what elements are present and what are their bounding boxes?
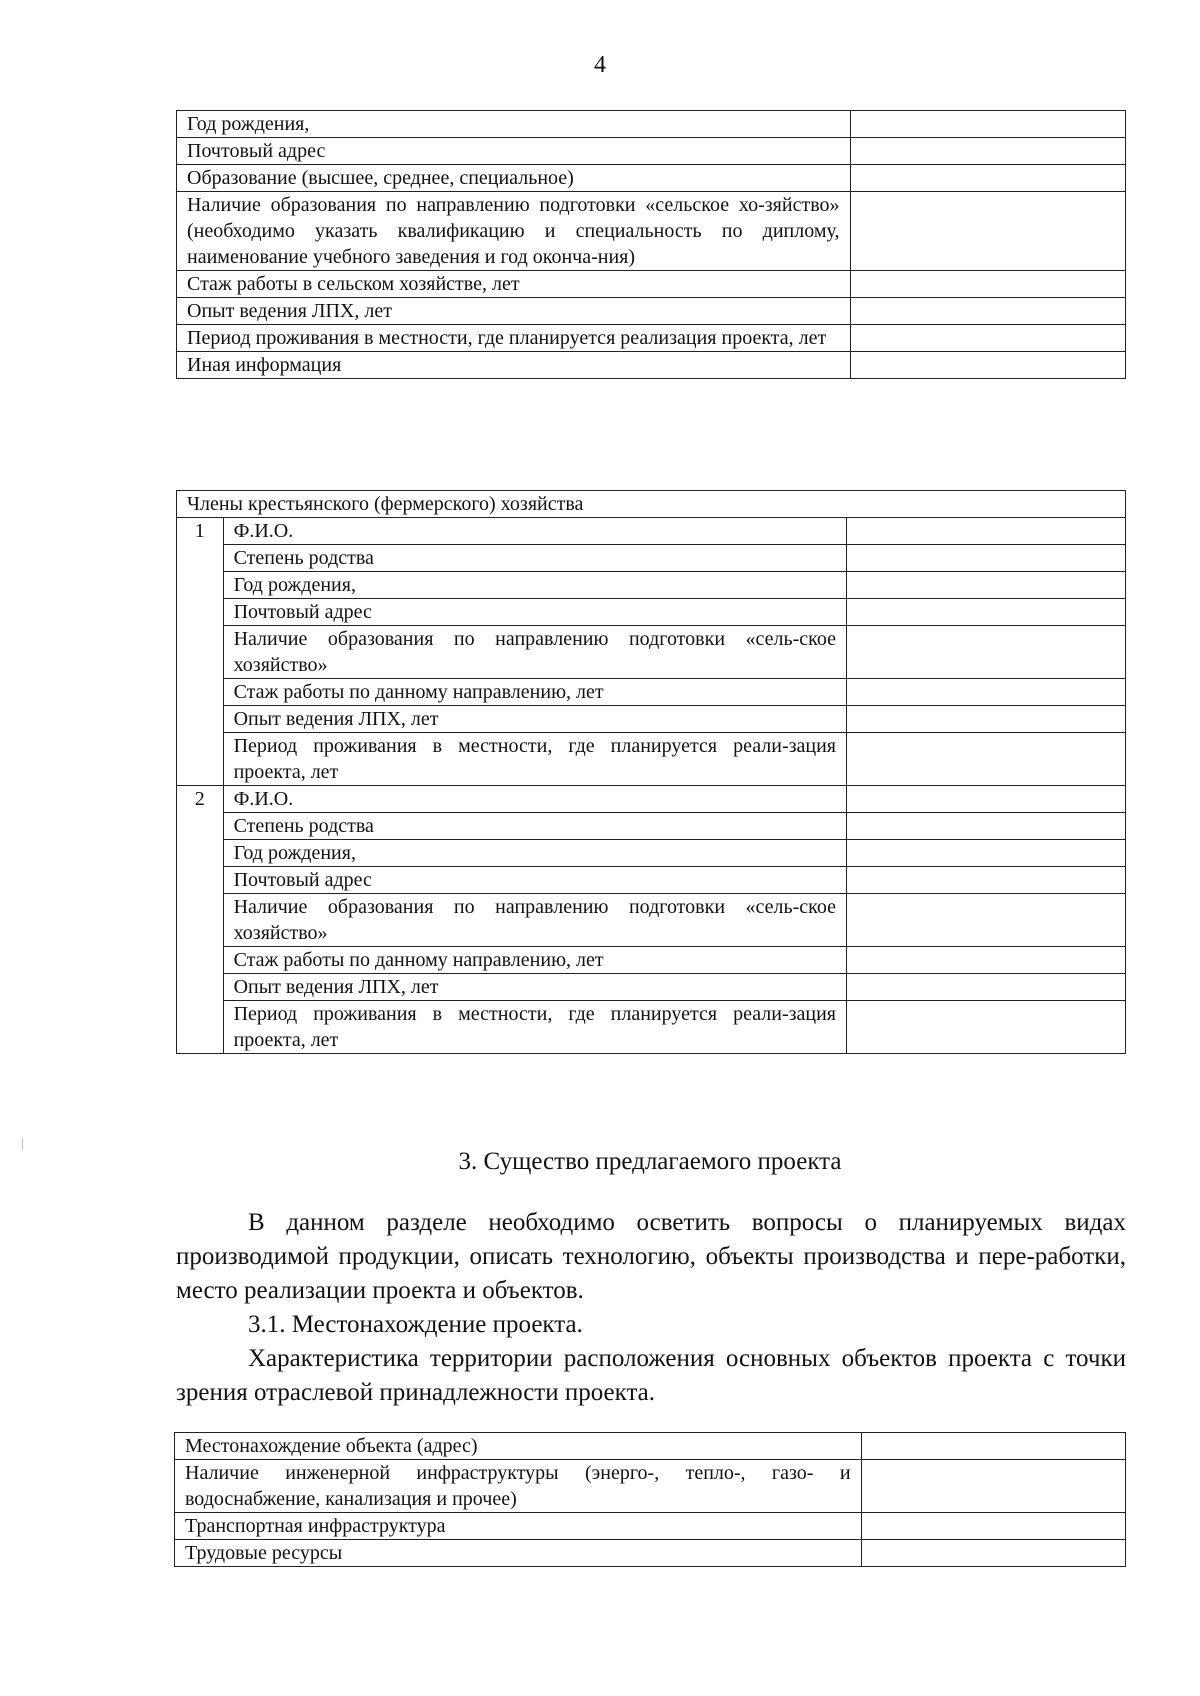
row-label: Период проживания в местности, где планируется реализация проекта, лет: [177, 325, 851, 352]
row-label: Степень родства: [223, 813, 846, 840]
row-label: Опыт ведения ЛПХ, лет: [223, 974, 846, 1001]
value-cell: [847, 545, 1126, 572]
table-row: [177, 1001, 1126, 1054]
row-label: Трудовые ресурсы: [175, 1540, 862, 1567]
table-row: [175, 1433, 1126, 1460]
value-cell: [850, 271, 1126, 298]
row-label: Год рождения,: [177, 111, 851, 138]
value-cell: [850, 298, 1126, 325]
row-label: Почтовый адрес: [177, 138, 851, 165]
table-row: [177, 786, 1126, 813]
value-cell: [861, 1540, 1125, 1567]
table-row: [177, 599, 1126, 626]
project-location-table: [174, 1432, 1126, 1567]
row-label: Наличие образования по направлению подготовки «сельское хо-зяйство» (необходимо указать квалификацию и специальность по диплому, наименование учебного заведения и год оконча-ния): [177, 192, 851, 271]
row-label: Ф.И.О.: [223, 786, 846, 813]
table-row: [177, 840, 1126, 867]
table-row: [177, 518, 1126, 545]
value-cell: [847, 572, 1126, 599]
table-row: [177, 192, 1126, 271]
value-cell: [861, 1460, 1125, 1513]
table-row: [177, 974, 1126, 1001]
row-label: Год рождения,: [223, 572, 846, 599]
table-row: [177, 679, 1126, 706]
table-row: [177, 867, 1126, 894]
table-row: [177, 733, 1126, 786]
farm-members-table: [176, 490, 1126, 1054]
table-row: [177, 271, 1126, 298]
row-label: Опыт ведения ЛПХ, лет: [177, 298, 851, 325]
value-cell: [847, 974, 1126, 1001]
table-row: [177, 572, 1126, 599]
value-cell: [847, 867, 1126, 894]
value-cell: [850, 325, 1126, 352]
row-label: Почтовый адрес: [223, 599, 846, 626]
table-row: [177, 138, 1126, 165]
value-cell: [847, 733, 1126, 786]
value-cell: [850, 352, 1126, 379]
member-number: 1: [177, 518, 224, 786]
table-header: Члены крестьянского (фермерского) хозяйства: [177, 491, 1126, 518]
value-cell: [861, 1513, 1125, 1540]
applicant-info-table: [176, 110, 1126, 379]
table-row: [177, 111, 1126, 138]
value-cell: [847, 813, 1126, 840]
subsection-heading: 3.1. Местонахождение проекта.: [248, 1311, 583, 1338]
table-row: [177, 352, 1126, 379]
table-row: [175, 1460, 1126, 1513]
value-cell: [847, 706, 1126, 733]
member-number: 2: [177, 786, 224, 1054]
value-cell: [847, 679, 1126, 706]
section-paragraph: В данном разделе необходимо осветить вопросы о планируемых видах производимой продукции, описать технологию, объекты производства и пере-работки, место реализации проекта и объектов.: [176, 1209, 1126, 1304]
value-cell: [850, 138, 1126, 165]
section-paragraph: Характеристика территории расположения основных объектов проекта с точки зрения отраслевой принадлежности проекта.: [176, 1345, 1126, 1406]
row-label: Период проживания в местности, где планируется реали-зация проекта, лет: [223, 733, 846, 786]
table-header-row: [177, 491, 1126, 518]
value-cell: [850, 192, 1126, 271]
table-row: [177, 947, 1126, 974]
table-row: [177, 706, 1126, 733]
table-row: [175, 1513, 1126, 1540]
table-row: [177, 165, 1126, 192]
row-label: Почтовый адрес: [223, 867, 846, 894]
row-label: Транспортная инфраструктура: [175, 1513, 862, 1540]
row-label: Местонахождение объекта (адрес): [175, 1433, 862, 1460]
row-label: Стаж работы по данному направлению, лет: [223, 679, 846, 706]
value-cell: [850, 111, 1126, 138]
table-row: [177, 626, 1126, 679]
value-cell: [847, 840, 1126, 867]
row-label: Иная информация: [177, 352, 851, 379]
value-cell: [847, 894, 1126, 947]
row-label: Наличие образования по направлению подготовки «сель-ское хозяйство»: [223, 894, 846, 947]
row-label: Период проживания в местности, где планируется реали-зация проекта, лет: [223, 1001, 846, 1054]
table-row: [177, 894, 1126, 947]
page-number: 4: [594, 52, 606, 78]
row-label: Наличие образования по направлению подготовки «сель-ское хозяйство»: [223, 626, 846, 679]
value-cell: [847, 947, 1126, 974]
row-label: Образование (высшее, среднее, специальное): [177, 165, 851, 192]
table-row: [175, 1540, 1126, 1567]
value-cell: [847, 626, 1126, 679]
table-row: [177, 813, 1126, 840]
value-cell: [847, 1001, 1126, 1054]
row-label: Наличие инженерной инфраструктуры (энерго-, тепло-, газо- и водоснабжение, канализация и прочее): [175, 1460, 862, 1513]
row-label: Степень родства: [223, 545, 846, 572]
table-row: [177, 298, 1126, 325]
value-cell: [847, 786, 1126, 813]
table-row: [177, 325, 1126, 352]
value-cell: [847, 599, 1126, 626]
section-heading: 3. Существо предлагаемого проекта: [458, 1148, 842, 1175]
row-label: Ф.И.О.: [223, 518, 846, 545]
value-cell: [847, 518, 1126, 545]
row-label: Стаж работы в сельском хозяйстве, лет: [177, 271, 851, 298]
row-label: Стаж работы по данному направлению, лет: [223, 947, 846, 974]
table-row: [177, 545, 1126, 572]
row-label: Опыт ведения ЛПХ, лет: [223, 706, 846, 733]
value-cell: [861, 1433, 1125, 1460]
row-label: Год рождения,: [223, 840, 846, 867]
value-cell: [850, 165, 1126, 192]
